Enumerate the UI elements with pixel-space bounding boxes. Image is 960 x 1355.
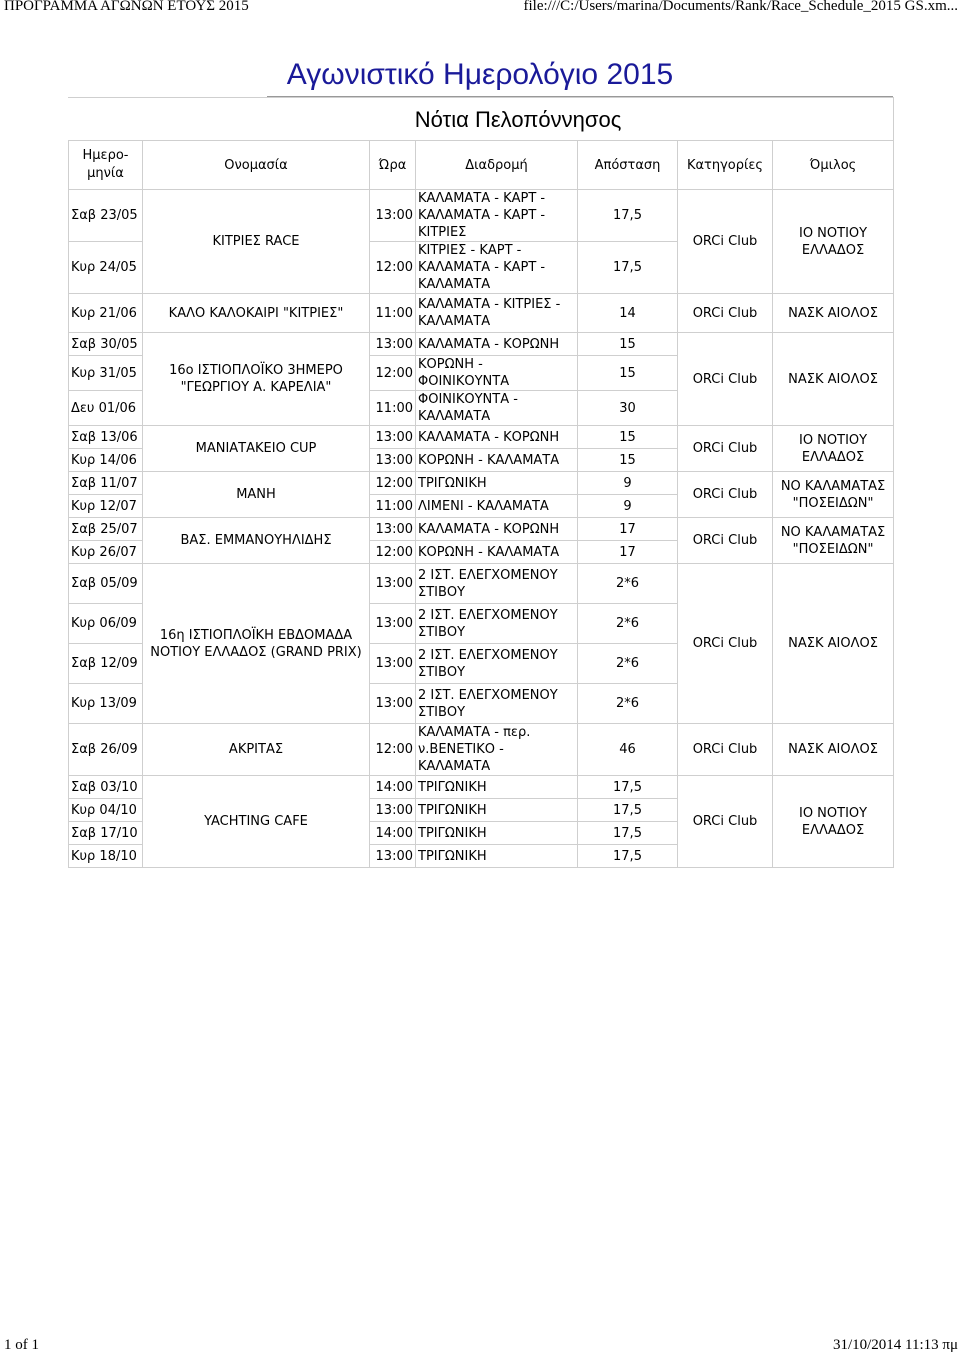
race-time: 13:00 — [370, 449, 416, 472]
race-date: Κυρ 21/06 — [69, 294, 143, 333]
race-date: Σαβ 12/09 — [69, 644, 143, 684]
col-header-date: Ημερο-μηνία — [69, 141, 143, 190]
race-time: 11:00 — [370, 391, 416, 426]
race-date: Σαβ 03/10 — [69, 776, 143, 799]
race-date: Κυρ 14/06 — [69, 449, 143, 472]
col-header-route: Διαδρομή — [416, 141, 578, 190]
table-row — [69, 518, 894, 541]
race-route: ΦΟΙΝΙΚΟΥΝΤΑ - ΚΑΛΑΜΑΤΑ — [416, 391, 578, 426]
race-time: 14:00 — [370, 776, 416, 799]
race-time: 13:00 — [370, 518, 416, 541]
race-distance: 15 — [578, 426, 678, 449]
region-spacer — [69, 98, 143, 141]
race-distance: 17 — [578, 541, 678, 564]
race-time: 13:00 — [370, 799, 416, 822]
race-route: ΛΙΜΕΝΙ - ΚΑΛΑΜΑΤΑ — [416, 495, 578, 518]
race-time: 12:00 — [370, 541, 416, 564]
event-name: ΒΑΣ. ΕΜΜΑΝΟΥΗΛΙΔΗΣ — [143, 518, 370, 564]
table-row — [69, 776, 894, 799]
race-distance: 2*6 — [578, 564, 678, 604]
organizing-club: ΝΟ ΚΑΛΑΜΑΤΑΣ "ΠΟΣΕΙΔΩΝ" — [773, 472, 894, 518]
race-date: Σαβ 25/07 — [69, 518, 143, 541]
race-time: 13:00 — [370, 564, 416, 604]
organizing-club: ΙΟ ΝΟΤΙΟΥ ΕΛΛΑΔΟΣ — [773, 426, 894, 472]
race-distance: 2*6 — [578, 684, 678, 724]
race-route: 2 ΙΣΤ. ΕΛΕΓΧΟΜΕΝΟΥ ΣΤΙΒΟΥ — [416, 564, 578, 604]
race-time: 13:00 — [370, 684, 416, 724]
race-date: Κυρ 24/05 — [69, 242, 143, 294]
table-row — [69, 190, 894, 242]
race-distance: 15 — [578, 449, 678, 472]
race-time: 12:00 — [370, 242, 416, 294]
race-route: ΚΑΛΑΜΑΤΑ - ΚΑΡΤ - ΚΑΛΑΜΑΤΑ - ΚΑΡΤ - ΚΙΤΡΙΕΣ — [416, 190, 578, 242]
event-name: ΚΑΛΟ ΚΑΛΟΚΑΙΡΙ "ΚΙΤΡΙΕΣ" — [143, 294, 370, 333]
event-name: 16ο ΙΣΤΙΟΠΛΟΪΚΟ 3ΗΜΕΡΟ "ΓΕΩΡΓΙΟΥ Α. ΚΑΡΕΛΙΑ" — [143, 333, 370, 426]
print-footer — [0, 1337, 960, 1355]
organizing-club: ΙΟ ΝΟΤΙΟΥ ΕΛΛΑΔΟΣ — [773, 190, 894, 294]
organizing-club: ΙΟ ΝΟΤΙΟΥ ΕΛΛΑΔΟΣ — [773, 776, 894, 868]
col-header-distance: Απόσταση — [578, 141, 678, 190]
race-date: Κυρ 13/09 — [69, 684, 143, 724]
race-time: 12:00 — [370, 724, 416, 776]
col-header-name: Ονομασία — [143, 141, 370, 190]
race-distance: 9 — [578, 495, 678, 518]
race-date: Κυρ 04/10 — [69, 799, 143, 822]
race-date: Κυρ 06/09 — [69, 604, 143, 644]
race-time: 12:00 — [370, 356, 416, 391]
race-date: Σαβ 23/05 — [69, 190, 143, 242]
organizing-club: ΝΑΣΚ ΑΙΟΛΟΣ — [773, 333, 894, 426]
race-route: ΤΡΙΓΩΝΙΚΗ — [416, 472, 578, 495]
race-route: ΤΡΙΓΩΝΙΚΗ — [416, 776, 578, 799]
race-date: Κυρ 18/10 — [69, 845, 143, 868]
race-date: Σαβ 11/07 — [69, 472, 143, 495]
table-row — [69, 564, 894, 604]
race-distance: 17,5 — [578, 190, 678, 242]
col-header-club: Όμιλος — [773, 141, 894, 190]
organizing-club: ΝΟ ΚΑΛΑΜΑΤΑΣ "ΠΟΣΕΙΔΩΝ" — [773, 518, 894, 564]
race-route: ΚΟΡΩΝΗ - ΚΑΛΑΜΑΤΑ — [416, 541, 578, 564]
race-distance: 17,5 — [578, 242, 678, 294]
event-category: ORCi Club — [678, 518, 773, 564]
race-date: Κυρ 26/07 — [69, 541, 143, 564]
race-distance: 30 — [578, 391, 678, 426]
event-category: ORCi Club — [678, 724, 773, 776]
race-distance: 46 — [578, 724, 678, 776]
organizing-club: ΝΑΣΚ ΑΙΟΛΟΣ — [773, 294, 894, 333]
race-distance: 17,5 — [578, 822, 678, 845]
race-distance: 2*6 — [578, 644, 678, 684]
race-time: 12:00 — [370, 472, 416, 495]
event-category: ORCi Club — [678, 776, 773, 868]
organizing-club: ΝΑΣΚ ΑΙΟΛΟΣ — [773, 564, 894, 724]
race-time: 13:00 — [370, 333, 416, 356]
race-distance: 17,5 — [578, 776, 678, 799]
race-route: ΤΡΙΓΩΝΙΚΗ — [416, 822, 578, 845]
event-name: 16η ΙΣΤΙΟΠΛΟΪΚΗ ΕΒΔΟΜΑΔΑ ΝΟΤΙΟΥ ΕΛΛΑΔΟΣ (GRAND PRIX) — [143, 564, 370, 724]
race-route: 2 ΙΣΤ. ΕΛΕΓΧΟΜΕΝΟΥ ΣΤΙΒΟΥ — [416, 644, 578, 684]
print-header-title: ΠΡΟΓΡΑΜΜΑ ΑΓΩΝΩΝ ΕΤΟΥΣ 2015 — [4, 0, 249, 14]
race-route: ΤΡΙΓΩΝΙΚΗ — [416, 845, 578, 868]
race-date: Σαβ 13/06 — [69, 426, 143, 449]
event-name: YACHTING CAFE — [143, 776, 370, 868]
race-distance: 17,5 — [578, 799, 678, 822]
race-time: 11:00 — [370, 495, 416, 518]
race-date: Σαβ 30/05 — [69, 333, 143, 356]
print-page-number: 1 of 1 — [4, 1337, 39, 1353]
race-route: 2 ΙΣΤ. ΕΛΕΓΧΟΜΕΝΟΥ ΣΤΙΒΟΥ — [416, 684, 578, 724]
region-title: Νότια Πελοπόννησος — [143, 98, 894, 141]
race-time: 13:00 — [370, 190, 416, 242]
page-title: Αγωνιστικό Ημερολόγιο 2015 — [286, 58, 674, 91]
event-category: ORCi Club — [678, 333, 773, 426]
race-distance: 17,5 — [578, 845, 678, 868]
event-category: ORCi Club — [678, 294, 773, 333]
race-time: 14:00 — [370, 822, 416, 845]
event-category: ORCi Club — [678, 190, 773, 294]
print-header — [0, 0, 960, 16]
race-route: ΚΑΛΑΜΑΤΑ - ΚΙΤΡΙΕΣ - ΚΑΛΑΜΑΤΑ — [416, 294, 578, 333]
race-route: ΚΟΡΩΝΗ - ΚΑΛΑΜΑΤΑ — [416, 449, 578, 472]
race-time: 13:00 — [370, 644, 416, 684]
race-route: ΚΑΛΑΜΑΤΑ - ΚΟΡΩΝΗ — [416, 333, 578, 356]
race-time: 13:00 — [370, 604, 416, 644]
col-header-time: Ώρα — [370, 141, 416, 190]
col-header-categories: Κατηγορίες — [678, 141, 773, 190]
race-time: 13:00 — [370, 426, 416, 449]
print-timestamp: 31/10/2014 11:13 πμ — [832, 1337, 958, 1353]
race-time: 11:00 — [370, 294, 416, 333]
organizing-club: ΝΑΣΚ ΑΙΟΛΟΣ — [773, 724, 894, 776]
table-row — [69, 426, 894, 449]
race-distance: 17 — [578, 518, 678, 541]
race-distance: 14 — [578, 294, 678, 333]
table-row — [69, 294, 894, 333]
schedule-table — [68, 97, 894, 868]
race-route: 2 ΙΣΤ. ΕΛΕΓΧΟΜΕΝΟΥ ΣΤΙΒΟΥ — [416, 604, 578, 644]
race-distance: 15 — [578, 356, 678, 391]
event-name: ΜΑΝΙΑΤΑΚΕΙΟ CUP — [143, 426, 370, 472]
event-category: ORCi Club — [678, 472, 773, 518]
table-row — [69, 724, 894, 776]
table-row — [69, 472, 894, 495]
race-distance: 15 — [578, 333, 678, 356]
race-route: ΚΑΛΑΜΑΤΑ - ΚΟΡΩΝΗ — [416, 426, 578, 449]
race-route: ΚΟΡΩΝΗ - ΦΟΙΝΙΚΟΥΝΤΑ — [416, 356, 578, 391]
race-date: Κυρ 12/07 — [69, 495, 143, 518]
race-date: Σαβ 05/09 — [69, 564, 143, 604]
table-row — [69, 333, 894, 356]
print-header-url: file:///C:/Users/marina/Documents/Rank/Race_Schedule_2015 GS.xm... — [523, 0, 958, 14]
race-distance: 9 — [578, 472, 678, 495]
event-name: ΑΚΡΙΤΑΣ — [143, 724, 370, 776]
schedule-body — [69, 190, 894, 868]
race-date: Σαβ 26/09 — [69, 724, 143, 776]
race-distance: 2*6 — [578, 604, 678, 644]
race-route: ΚΙΤΡΙΕΣ - ΚΑΡΤ - ΚΑΛΑΜΑΤΑ - ΚΑΡΤ - ΚΑΛΑΜΑΤΑ — [416, 242, 578, 294]
race-date: Σαβ 17/10 — [69, 822, 143, 845]
event-category: ORCi Club — [678, 426, 773, 472]
event-category: ORCi Club — [678, 564, 773, 724]
race-route: ΚΑΛΑΜΑΤΑ - περ. ν.ΒΕΝΕΤΙΚΟ - ΚΑΛΑΜΑΤΑ — [416, 724, 578, 776]
race-time: 13:00 — [370, 845, 416, 868]
race-route: ΤΡΙΓΩΝΙΚΗ — [416, 799, 578, 822]
race-route: ΚΑΛΑΜΑΤΑ - ΚΟΡΩΝΗ — [416, 518, 578, 541]
race-date: Κυρ 31/05 — [69, 356, 143, 391]
event-name: ΜΑΝΗ — [143, 472, 370, 518]
event-name: ΚΙΤΡΙΕΣ RACE — [143, 190, 370, 294]
race-date: Δευ 01/06 — [69, 391, 143, 426]
